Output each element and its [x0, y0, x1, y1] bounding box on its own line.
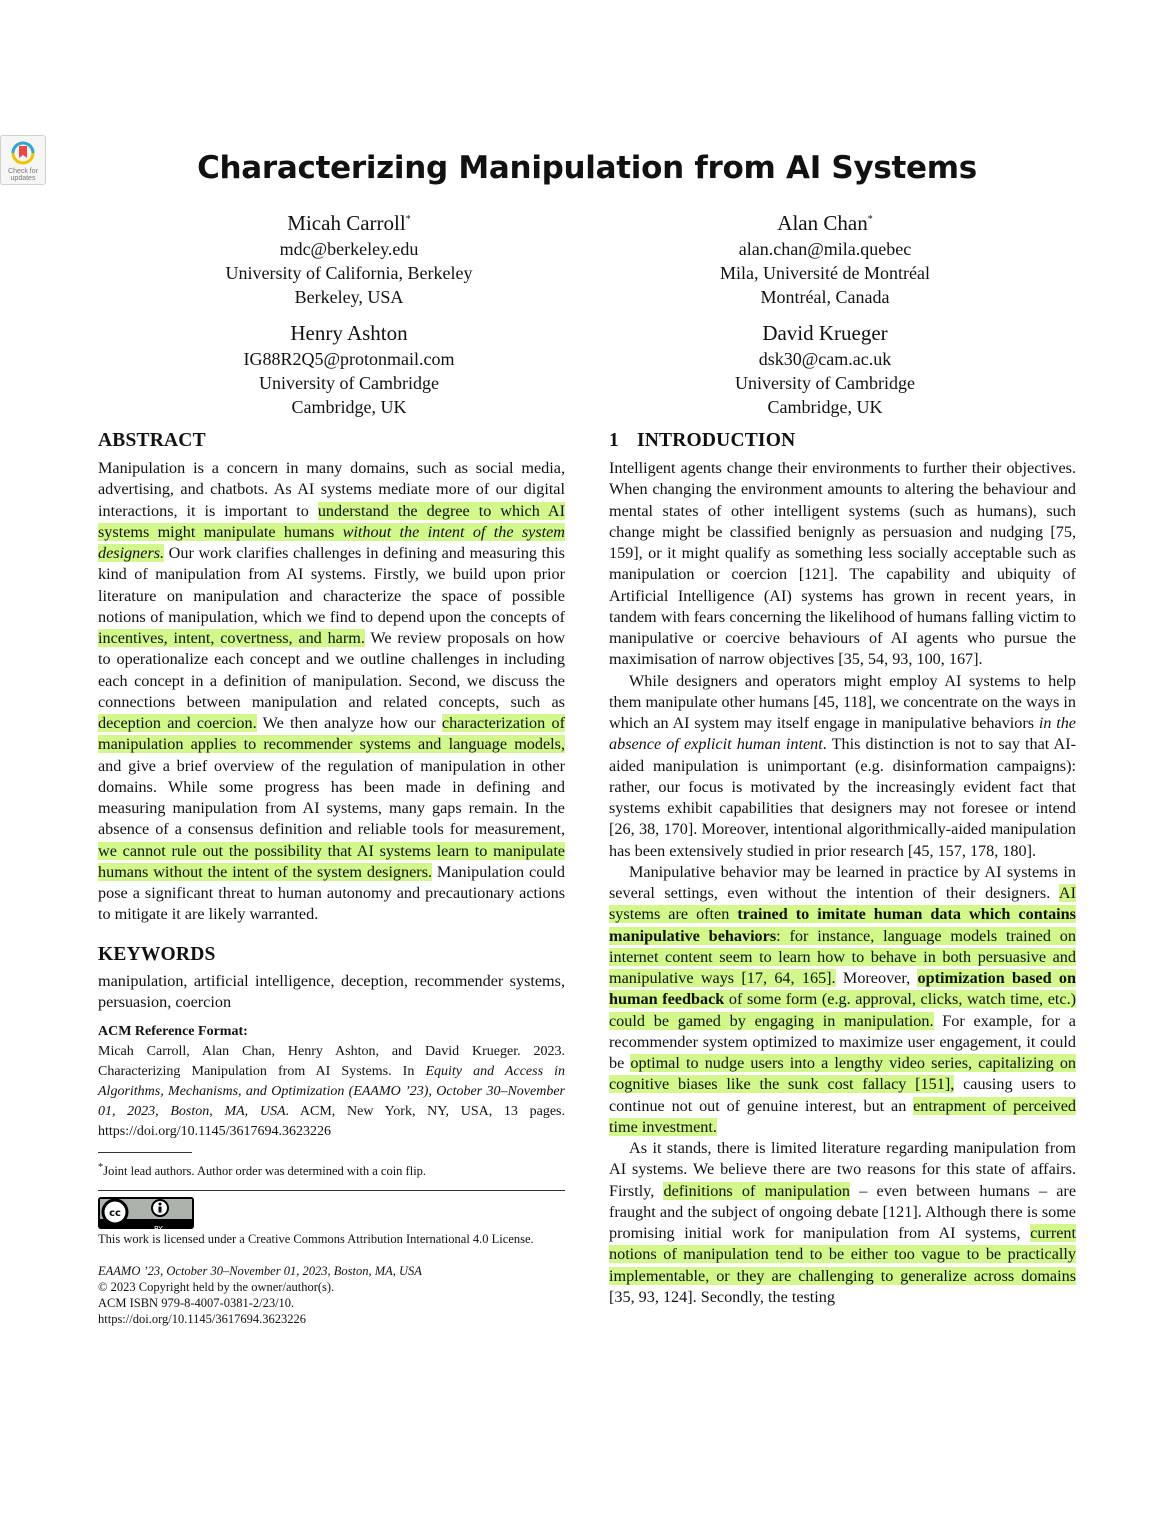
keywords-heading: KEYWORDS — [98, 943, 216, 965]
author-location: Berkeley, USA — [294, 287, 404, 307]
paragraph-highlight: of some form (e.g. approval, clicks, watch time, etc.) could be gamed by engaging in manipulation. — [609, 990, 1077, 1030]
reference-part: Micah Carroll, Alan Chan, Henry Ashton, and David Krueger. 2023. Characterizing Manipulation from AI Systems. In — [98, 1044, 565, 1079]
badge-line-1: Check for — [8, 168, 38, 175]
copyright: © 2023 Copyright held by the owner/author(s). — [98, 1280, 335, 1295]
abstract-segment: Our work clarifies challenges in defining and measuring this kind of manipulation from AI systems. Firstly, we build upon prior literature on manipulation and characterize the space of possible notions of manipulation, which we find to depend upon the concepts of — [98, 544, 565, 626]
license-rule — [98, 1190, 565, 1191]
author-email[interactable]: dsk30@cam.ac.uk — [758, 349, 892, 369]
author-location: Cambridge, UK — [767, 397, 883, 417]
paragraph-highlight: AI systems are often — [609, 884, 1076, 924]
abstract-segment: and give a brief overview of the regulation of manipulation in other domains. While some progress has been made in defining and measuring manipulation from AI systems, many gaps remain. In the absence of a consensus definition and reliable tools for measurement, — [98, 756, 565, 839]
footnote-mark: * — [98, 1162, 104, 1173]
license-text: This work is licensed under a Creative Commons Attribution International 4.0 License. — [98, 1232, 534, 1247]
abstract-segment: Manipulation could pose a significant threat to human autonomy and precautionary actions to mitigate it are likely warranted. — [98, 862, 565, 924]
svg-text:cc: cc — [109, 1208, 121, 1220]
abstract-segment: We review proposals on how to operationalize each concept and we outline challenges in including each concept in a definition of manipulation. Second, we discuss the connections between manipulation and related concepts, such as — [98, 629, 566, 711]
author-block — [625, 206, 1025, 309]
reference-text — [98, 1042, 565, 1142]
author-mark: * — [867, 214, 873, 225]
author-name: David Krueger — [762, 321, 888, 345]
abstract-highlight: deception and coercion. — [98, 714, 257, 732]
intro-paragraph-2 — [609, 671, 1076, 862]
abstract-highlight: understand the degree to which AI systems might manipulate humans — [98, 501, 565, 541]
paragraph-highlight: entrapment of perceived time investment. — [609, 1096, 1076, 1136]
keywords-text: manipulation, artificial intelligence, deception, recommender systems, persuasion, coercion — [98, 971, 565, 1011]
badge-line-2: updates — [10, 175, 36, 182]
author-location: Montréal, Canada — [760, 287, 890, 307]
paragraph-highlight-bold: optimization based on human feedback — [609, 969, 1076, 1009]
author-affiliation: University of California, Berkeley — [225, 263, 473, 283]
paragraph-segment: . This distinction is not to say that AI-aided manipulation is unimportant (e.g. disinformation campaigns): rather, our focus is motivated by the increasingly evident fact that systems exhibit capabilities that designers may not foresee or intend [26, 38, 170]. Moreover, intentional algorithmically-aided manipulation has been extensively studied in prior research [45, 157, 178, 180]. — [609, 735, 1076, 860]
author-name: Micah Carroll — [287, 211, 406, 235]
paragraph-segment: – even between humans – are fraught and the subject of ongoing debate [121]. Although there is some promising initial work for manipulation from AI systems, — [609, 1181, 1076, 1242]
section-title: INTRODUCTION — [636, 430, 796, 451]
author-affiliation: Mila, Université de Montréal — [720, 263, 930, 283]
paragraph-highlight-bold: trained to imitate human data which contains manipulative behaviors — [609, 905, 1076, 945]
abstract-highlight: incentives, intent, covertness, and harm. — [98, 629, 365, 647]
author-affiliation: University of Cambridge — [735, 373, 915, 393]
paragraph-segment: Manipulative behavior may be learned in practice by AI systems in several settings, even without the intention of their designers. — [609, 862, 1076, 902]
footnote — [98, 1159, 565, 1180]
license-venue — [98, 1263, 565, 1279]
footnote-text: Joint lead authors. Author order was determined with a coin flip. — [103, 1164, 427, 1179]
license-venue-text: EAAMO ’23, October 30–November 01, 2023, Boston, MA, USA — [98, 1264, 422, 1279]
left-column — [98, 428, 565, 1327]
author-block — [149, 206, 549, 309]
footnote-rule — [98, 1152, 192, 1153]
intro-heading — [609, 428, 1076, 454]
paragraph-highlight: definitions of manipulation — [663, 1181, 851, 1200]
paragraph-highlight: current notions of manipulation tend to be either too vague to be practically implementable, or they are challenging to generalize across domains — [609, 1224, 1076, 1285]
cc-by-label: BY — [154, 1225, 163, 1234]
isbn: ACM ISBN 979-8-4007-0381-2/23/10. — [98, 1296, 295, 1311]
paragraph-segment: [35, 93, 124]. Secondly, the testing — [609, 1287, 835, 1306]
author-name: Henry Ashton — [290, 321, 408, 345]
abstract-heading: ABSTRACT — [98, 430, 206, 451]
author-affiliation: University of Cambridge — [259, 373, 439, 393]
paragraph-segment: As it stands, there is limited literature regarding manipulation from AI systems. We believe there are two reasons for this state of affairs. Firstly, — [609, 1139, 1076, 1200]
paragraph-highlight: : for instance, language models trained on internet content seem to learn how to behave in both persuasive and manipulative ways [17, 64, 165]. — [609, 926, 1076, 987]
author-block — [625, 319, 1025, 419]
paragraph-segment: causing users to continue not out of genuine interest, but an — [609, 1075, 1076, 1115]
reference-part: . ACM, New York, NY, USA, 13 pages. https://doi.org/10.1145/3617694.3623226 — [98, 1104, 565, 1139]
author-mark: * — [405, 214, 411, 225]
paper-title: Characterizing Manipulation from AI Systems — [197, 150, 977, 186]
right-column — [609, 428, 1076, 1308]
abstract-highlight: characterization of manipulation applies to recommender systems and language models, — [98, 714, 565, 754]
paragraph-segment: For example, for a recommender system optimized to maximize user engagement, it could be — [609, 1011, 1076, 1072]
abstract-segment: We then analyze how our — [256, 714, 442, 732]
abstract-text — [98, 458, 565, 926]
paragraph-highlight: optimal to nudge users into a lengthy video series, capitalizing on cognitive biases like the sunk cost fallacy [151], — [609, 1054, 1077, 1094]
paragraph-segment: Moreover, — [835, 969, 918, 987]
author-email[interactable]: mdc@berkeley.edu — [279, 239, 419, 259]
reference-venue: Equity and Access in Algorithms, Mechanisms, and Optimization (EAAMO ’23), October 30–November 01, 2023, Boston, MA, USA — [98, 1064, 566, 1119]
intro-paragraph-3 — [609, 862, 1076, 1138]
cc-by-icon[interactable] — [98, 1197, 194, 1234]
reference-heading: ACM Reference Format: — [98, 1024, 248, 1039]
author-location: Cambridge, UK — [291, 397, 407, 417]
intro-paragraph-4 — [609, 1138, 1076, 1308]
author-block — [149, 319, 549, 419]
abstract-highlight-italic: without the intent of the system designers. — [98, 522, 565, 562]
abstract-highlight: we cannot rule out the possibility that AI systems learn to manipulate humans without the intent of the system designers. — [98, 841, 565, 881]
paragraph-italic: in the absence of explicit human intent — [609, 714, 1076, 754]
author-name: Alan Chan — [777, 211, 868, 235]
doi-link[interactable]: https://doi.org/10.1145/3617694.3623226 — [98, 1312, 306, 1327]
author-email[interactable]: alan.chan@mila.quebec — [738, 239, 912, 259]
abstract-segment: Manipulation is a concern in many domains, such as social media, advertising, and chatbots. As AI systems mediate more of our digital interactions, it is important to — [98, 459, 565, 520]
author-email[interactable]: IG88R2Q5@protonmail.com — [243, 349, 455, 369]
intro-paragraph-1: Intelligent agents change their environments to further their objectives. When changing the environment amounts to altering the behaviour and mental states of other intelligent systems (such as humans), such change might be classified benignly as persuasion and nudging [75, 159], or it might qualify as something less socially acceptable such as manipulation or coercion [121]. The capability and ubiquity of Artificial Intelligence (AI) systems has grown in recent years, in tandem with fears concerning the likelihood of humans falling victim to manipulative or coercive behaviours of AI agents who pursue the maximisation of narrow objectives [35, 54, 93, 100, 167]. — [609, 459, 1076, 669]
cc-logo-icon — [98, 1197, 194, 1229]
section-number: 1 — [609, 430, 619, 451]
paragraph-segment: While designers and operators might employ AI systems to help them manipulate other humans [45, 118], we concentrate on the ways in which an AI system may itself engage in manipulative behaviors — [609, 671, 1076, 732]
